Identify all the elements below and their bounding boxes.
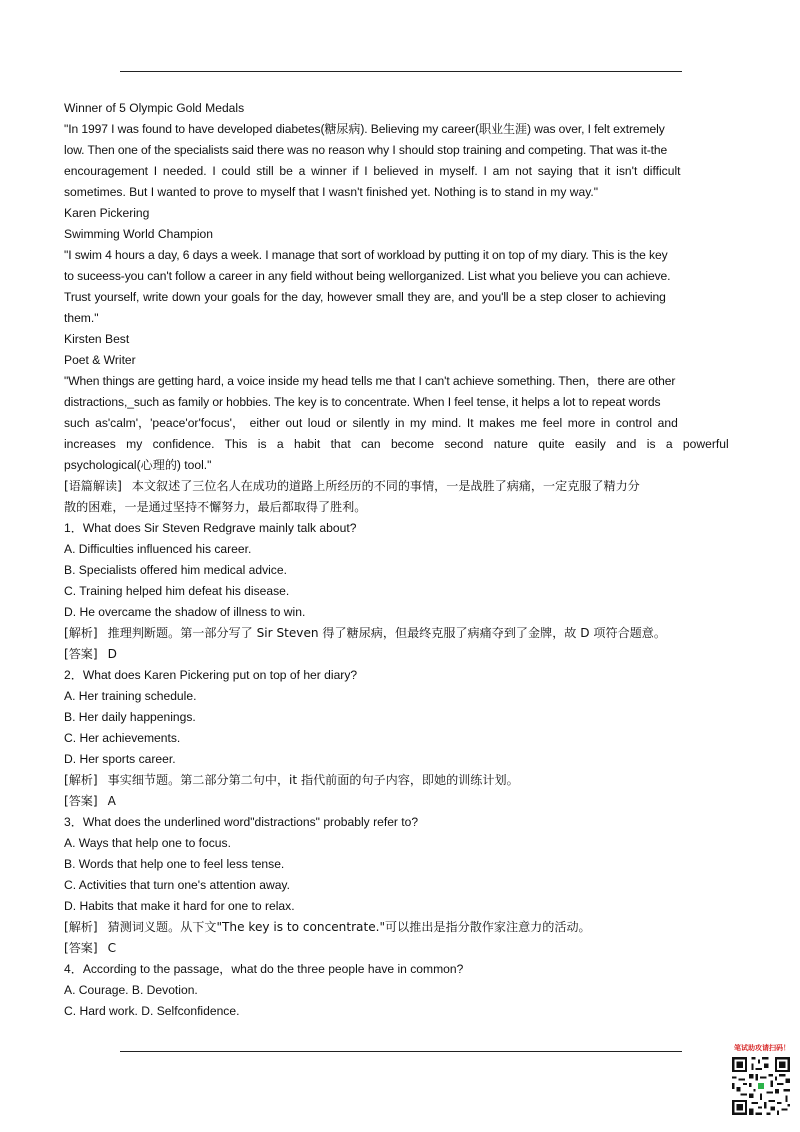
part3-quote-line: distractions,_such as family or hobbies. The key is to concentrate. When I feel tense, it helps a lot to repeat words [64, 395, 661, 409]
analysis-text: 本文叙述了三位名人在成功的道路上所经历的不同的事情，一是战胜了病痛，一定克服了精力分 [131, 479, 640, 493]
question-option: C. Her achievements. [64, 731, 181, 745]
explanation-line [64, 623, 731, 644]
analysis-text: 散的困难，一是通过坚持不懈努力，最后都取得了胜利。 [64, 500, 367, 514]
qr-promo [730, 1043, 794, 1122]
qr-caption: 笔试助攻请扫码！ [734, 1044, 790, 1052]
answer-line [64, 644, 731, 665]
part2-quote-line: "I swim 4 hours a day, 6 days a week. I manage that sort of workload by putting it on top of my diary. This is the key [64, 248, 668, 262]
part1-quote-line: encouragement I needed. I could still be a winner if I believed in myself. I am not saying that it isn't difficult [64, 164, 681, 178]
explanation-label: [解析] [64, 920, 98, 934]
document-body [64, 98, 731, 1022]
question-stem: 4．According to the passage，what do the three people have in common? [64, 962, 464, 976]
question-option: D. Her sports career. [64, 752, 176, 766]
explanation-line [64, 770, 731, 791]
part1-quote-line: sometimes. But I wanted to prove to myself that I wasn't finished yet. Nothing is to stand in my way." [64, 185, 599, 199]
top-rule [120, 71, 682, 72]
question-option: B. Specialists offered him medical advice. [64, 563, 287, 577]
answer-label: [答案] [64, 794, 98, 808]
answer-value: D [107, 647, 117, 661]
explanation-label: [解析] [64, 626, 98, 640]
question-option: A. Difficulties influenced his career. [64, 542, 252, 556]
answer-line [64, 791, 731, 812]
question-stem: 1．What does Sir Steven Redgrave mainly talk about? [64, 521, 357, 535]
part2-quote-line: them." [64, 311, 99, 325]
part1-title: Winner of 5 Olympic Gold Medals [64, 101, 245, 115]
part1-quote-line: "In 1997 I was found to have developed diabetes(糖尿病). Believing my career(职业生涯) was over, I felt extremely [64, 122, 665, 136]
analysis-line [64, 476, 731, 497]
question-option: B. Her daily happenings. [64, 710, 196, 724]
question-option: D. Habits that make it hard for one to relax. [64, 899, 295, 913]
explanation-text: 推理判断题。第一部分写了 Sir Steven 得了糖尿病，但最终克服了病痛夺到了金牌，故 D 项符合题意。 [107, 626, 666, 640]
part2-quote-line: to suceess-you can't follow a career in any field without being wellorganized. List what you believe you can achieve. [64, 269, 671, 283]
part2-title: Swimming World Champion [64, 227, 213, 241]
part3-quote-line: such as'calm'，'peace'or'focus'， either out loud or silently in my mind. It makes me feel more in control and [64, 416, 678, 430]
question-option: C. Hard work. D. Selfconfidence. [64, 1004, 240, 1018]
answer-value: A [107, 794, 116, 808]
question-stem: 2．What does Karen Pickering put on top of her diary? [64, 668, 358, 682]
question-option: A. Courage. B. Devotion. [64, 983, 198, 997]
explanation-text: 事实细节题。第二部分第二句中，it 指代前面的句子内容，即她的训练计划。 [107, 773, 519, 787]
analysis-label: [语篇解读] [64, 479, 122, 493]
part2-quote-line: Trust yourself, write down your goals for the day, however small they are, and you'll be a step closer to achieving [64, 290, 666, 304]
part2-name: Karen Pickering [64, 206, 150, 220]
question-option: C. Training helped him defeat his disease. [64, 584, 290, 598]
question-option: A. Her training schedule. [64, 689, 197, 703]
question-option: B. Words that help one to feel less tense. [64, 857, 285, 871]
explanation-line [64, 917, 731, 938]
question-option: A. Ways that help one to focus. [64, 836, 231, 850]
question-option: C. Activities that turn one's attention away. [64, 878, 290, 892]
part3-quote-line: increases my confidence. This is a habit that can become second nature quite easily and is a powerful [64, 437, 729, 451]
question-stem: 3．What does the underlined word"distractions" probably refer to? [64, 815, 419, 829]
part3-title: Poet & Writer [64, 353, 136, 367]
part3-quote-line: "When things are getting hard, a voice inside my head tells me that I can't achieve something. Then，there are other [64, 374, 676, 388]
answer-line [64, 938, 731, 959]
part1-quote-line: low. Then one of the specialists said there was no reason why I should stop training and competing. That was it-the [64, 143, 668, 157]
explanation-label: [解析] [64, 773, 98, 787]
part3-quote-line: psychological(心理的) tool." [64, 458, 212, 472]
part3-name: Kirsten Best [64, 332, 130, 346]
answer-value: C [107, 941, 117, 955]
question-option: D. He overcame the shadow of illness to win. [64, 605, 306, 619]
answer-label: [答案] [64, 941, 98, 955]
qr-code-icon [730, 1055, 792, 1117]
explanation-text: 猜测词义题。从下文"The key is to concentrate."可以推出是指分散作家注意力的活动。 [107, 920, 591, 934]
answer-label: [答案] [64, 647, 98, 661]
bottom-rule [120, 1051, 682, 1052]
